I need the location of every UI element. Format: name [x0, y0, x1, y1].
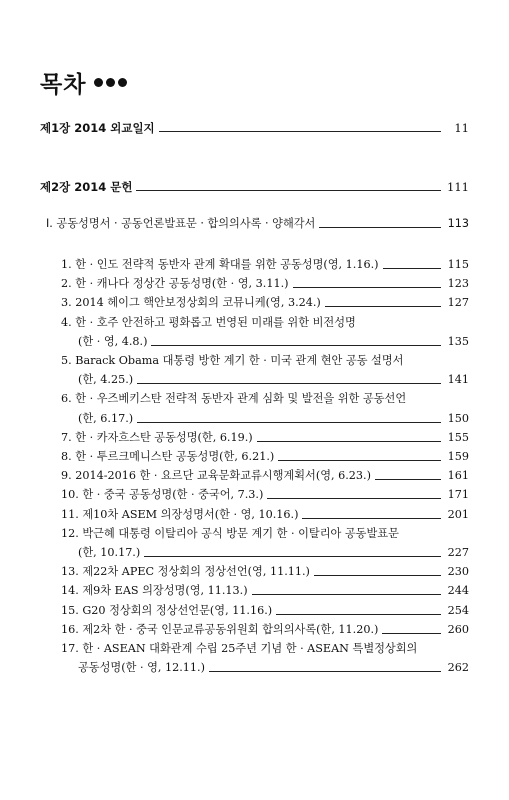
section-1-page: 113 — [447, 217, 469, 230]
entry-page: 159 — [447, 450, 469, 463]
entry-page: 260 — [447, 622, 469, 636]
leader-line — [302, 518, 441, 519]
entry-text: 2014-2016 한 · 요르단 교육문화교류시행계획서(영, 6.23.) — [75, 469, 371, 483]
chapter-2-label: 제2장 2014 문헌 — [40, 180, 133, 194]
leader-line — [144, 556, 441, 557]
entry-number: 11. — [61, 507, 83, 521]
entry-page: 155 — [447, 430, 469, 444]
entry-number: 14. — [61, 584, 83, 598]
entry-page: 123 — [447, 277, 469, 291]
leader-line — [136, 190, 441, 191]
entry-text: 박근혜 대통령 이탈리아 공식 방문 계기 한 · 이탈리아 공동발표문 — [82, 526, 399, 540]
entry-text: 한 · ASEAN 대화관계 수립 25주년 기념 한 · ASEAN 특별정상회의 — [82, 642, 418, 655]
entry-text: 한 · 투르크메니스탄 공동성명(한, 6.21.) — [75, 450, 275, 463]
toc-entry-16[interactable] — [61, 623, 469, 637]
entry-page: 201 — [447, 507, 469, 521]
entry-text: 한 · 카자흐스탄 공동성명(한, 6.19.) — [75, 430, 253, 444]
entry-page: 161 — [447, 469, 469, 483]
entry-text: 한 · 우즈베키스탄 전략적 동반자 관계 심화 및 발전을 위한 공동선언 — [75, 392, 407, 406]
toc-entry-15[interactable] — [61, 604, 469, 618]
entry-text: G20 정상회의 정상선언문(영, 11.16.) — [82, 603, 273, 617]
entry-number: 10. — [61, 488, 83, 502]
toc-entry-6[interactable] — [78, 412, 469, 426]
entry-number: 15. — [61, 603, 83, 617]
toc-entry-line — [61, 316, 356, 330]
leader-line — [252, 594, 441, 595]
entry-page: 262 — [447, 661, 469, 675]
toc-section-1[interactable] — [46, 217, 469, 231]
leader-line — [276, 614, 441, 615]
toc-entry-line — [61, 527, 399, 541]
toc-entry-4[interactable] — [78, 335, 469, 349]
toc-chapter-2[interactable] — [40, 180, 469, 194]
section-1-label: Ⅰ. 공동성명서 · 공동언론발표문 · 합의의사록 · 양해각서 — [46, 217, 316, 230]
toc-entry-3[interactable] — [61, 296, 469, 310]
entry-text: (한, 4.25.) — [78, 373, 134, 387]
leader-line — [257, 441, 441, 442]
toc-entry-10[interactable] — [61, 488, 469, 502]
toc-entry-11[interactable] — [61, 508, 469, 522]
toc-chapter-1[interactable] — [40, 121, 469, 135]
entry-number: 16. — [61, 622, 83, 636]
leader-line — [137, 422, 441, 423]
entry-text: 한 · 중국 공동성명(한 · 중국어, 7.3.) — [82, 488, 264, 502]
entry-text: 공동성명(한 · 영, 12.11.) — [78, 661, 205, 675]
entry-page: 141 — [447, 373, 469, 387]
entry-number: 2. — [61, 277, 76, 291]
toc-entry-5[interactable] — [78, 373, 469, 387]
entry-page: 227 — [447, 546, 469, 559]
entry-text: (한, 6.17.) — [78, 411, 134, 425]
entry-page: 230 — [447, 565, 469, 579]
entry-text: (한, 10.17.) — [78, 546, 141, 559]
entry-text: 한 · 호주 안전하고 평화롭고 번영된 미래를 위한 비전성명 — [75, 315, 356, 329]
toc-entry-2[interactable] — [61, 277, 469, 291]
entry-number: 3. — [61, 296, 76, 310]
entry-page: 254 — [447, 603, 469, 617]
leader-line — [151, 345, 441, 346]
leader-line — [278, 460, 441, 461]
toc-entry-13[interactable] — [61, 565, 469, 579]
title-dots-icon — [94, 78, 127, 87]
leader-line — [159, 131, 441, 132]
toc-entry-17[interactable] — [78, 661, 469, 675]
entry-page: 127 — [447, 296, 469, 310]
leader-line — [267, 498, 441, 499]
entry-number: 12. — [61, 526, 83, 540]
entry-number: 8. — [61, 450, 76, 463]
leader-line — [382, 633, 441, 634]
entry-number: 4. — [61, 315, 76, 329]
entry-text: (한 · 영, 4.8.) — [78, 334, 148, 348]
leader-line — [325, 306, 441, 307]
toc-entry-1[interactable] — [61, 258, 469, 272]
page-title — [40, 66, 127, 99]
entry-number: 9. — [61, 469, 76, 483]
leader-line — [375, 479, 441, 480]
entry-number: 6. — [61, 392, 76, 406]
leader-line — [137, 383, 441, 384]
entry-page: 115 — [447, 258, 469, 271]
toc-entry-9[interactable] — [61, 469, 469, 483]
entry-text: 한 · 인도 전략적 동반자 관계 확대를 위한 공동성명(영, 1.16.) — [75, 258, 379, 271]
entry-page: 244 — [447, 584, 469, 598]
entry-text: 제22차 APEC 정상회의 정상선언(영, 11.11.) — [82, 565, 310, 579]
entry-text: Barack Obama 대통령 방한 계기 한 · 미국 관계 현안 공동 설명서 — [75, 354, 404, 367]
entry-page: 150 — [447, 411, 469, 425]
toc-entry-line — [61, 642, 417, 656]
entry-text: 2014 헤이그 핵안보정상회의 코뮤니케(영, 3.24.) — [75, 296, 321, 310]
toc-entry-14[interactable] — [61, 584, 469, 598]
entry-text: 제9차 EAS 의장성명(영, 11.13.) — [82, 584, 248, 598]
leader-line — [293, 287, 442, 288]
entry-number: 7. — [61, 430, 76, 444]
toc-entry-7[interactable] — [61, 431, 469, 445]
leader-line — [314, 575, 441, 576]
entry-number: 17. — [61, 642, 83, 655]
entry-page: 135 — [447, 334, 469, 348]
toc-entry-line — [61, 392, 406, 406]
entry-text: 제10차 ASEM 의장성명서(한 · 영, 10.16.) — [82, 507, 299, 521]
leader-line — [383, 268, 442, 269]
entry-text: 제2차 한 · 중국 인문교류공동위원회 합의의사록(한, 11.20.) — [82, 622, 379, 636]
page-title-text: 목차 — [40, 72, 87, 98]
leader-line — [209, 671, 441, 672]
entry-page: 171 — [447, 488, 469, 502]
chapter-1-label: 제1장 2014 외교일지 — [40, 121, 155, 135]
entry-number: 1. — [61, 258, 76, 271]
toc-entry-8[interactable] — [61, 450, 469, 464]
entry-number: 5. — [61, 354, 76, 367]
chapter-1-page: 11 — [454, 121, 469, 135]
entry-text: 한 · 캐나다 정상간 공동성명(한 · 영, 3.11.) — [75, 277, 289, 291]
chapter-2-page: 111 — [447, 180, 469, 194]
entry-number: 13. — [61, 565, 83, 579]
toc-entry-12[interactable] — [78, 546, 469, 560]
leader-line — [319, 227, 441, 228]
toc-entry-line — [61, 354, 403, 368]
